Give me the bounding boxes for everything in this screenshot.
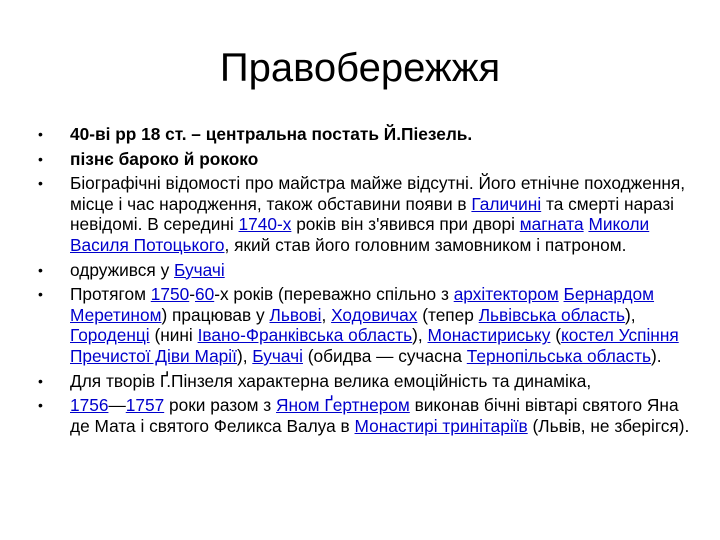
bullet-text: -: [189, 284, 195, 305]
bullet-text: ) працював у: [161, 304, 270, 325]
link-lviv-oblast[interactable]: Львівська область: [478, 304, 626, 325]
bullet-item: [36, 173, 696, 255]
link-1756[interactable]: 1756: [70, 395, 109, 416]
link-trinitarian-monastery[interactable]: Монастирі тринітаріїв: [354, 415, 528, 436]
bullet-text: ),: [412, 325, 428, 346]
link-church-assumption[interactable]: костел Успіння Пречистої Діви Марії: [70, 325, 679, 366]
bullet-item: [36, 371, 696, 392]
link-lviv[interactable]: Львові: [269, 304, 322, 325]
bullet-text: (Львів, не зберігся).: [527, 415, 690, 436]
link-buchach-2[interactable]: Бучачі: [252, 345, 303, 366]
bullet-text: Для творів Ґ.Пінзеля характерна велика емоційність та динаміка,: [70, 370, 592, 391]
bullet-dot-icon: •: [38, 175, 43, 192]
bullet-text: та смерті наразі невідомі. В середині: [70, 193, 674, 235]
slide-title: Правобережжя: [219, 46, 501, 90]
bullet-dot-icon: •: [38, 150, 43, 167]
link-magnate[interactable]: магната: [519, 214, 584, 235]
link-architect[interactable]: архітектором: [453, 284, 559, 305]
bullet-text: пізнє бароко й рококо: [70, 148, 259, 169]
link-monastyrysko[interactable]: Монастириську: [427, 325, 551, 346]
bullet-text: Біографічні відомості про майстра майже відсутні. Його етнічне походження, місце і час народження, також обставини появи в: [70, 173, 686, 214]
bullet-text: (тепер: [417, 304, 479, 325]
bullet-dot-icon: •: [38, 397, 43, 414]
bullet-list: [36, 124, 696, 440]
bullet-text: -х років (переважно спільно з: [214, 284, 454, 305]
bullet-item: [36, 260, 696, 281]
bullet-text: років він з'явився при дворі: [291, 214, 520, 235]
bullet-text: (нині: [149, 325, 198, 346]
link-gertner[interactable]: Яном Ґертнером: [276, 395, 410, 416]
bullet-text: ),: [625, 304, 636, 325]
bullet-item: [36, 395, 696, 436]
link-1757[interactable]: 1757: [125, 395, 165, 416]
link-meretyn[interactable]: Бернардом Меретином: [70, 284, 655, 325]
bullet-item: [36, 284, 696, 366]
bullet-dot-icon: •: [38, 126, 43, 142]
bullet-dot-icon: •: [38, 372, 43, 389]
bullet-text: одружився у: [70, 259, 175, 280]
bullet-text: виконав бічні вівтарі святого Яна де Мата і святого Феликса Валуа в: [70, 395, 679, 436]
link-ternopil-oblast[interactable]: Тернопільська область: [466, 345, 651, 366]
link-galychyna[interactable]: Галичині: [471, 193, 542, 214]
bullet-text: —: [108, 395, 126, 416]
bullet-text: ).: [651, 345, 662, 366]
link-1750[interactable]: 1750: [150, 284, 190, 305]
link-buchach[interactable]: Бучачі: [174, 259, 225, 280]
link-60[interactable]: 60: [194, 284, 215, 305]
bullet-dot-icon: •: [38, 286, 43, 303]
bullet-item: [36, 149, 696, 170]
link-horodenka[interactable]: Городенці: [70, 325, 150, 346]
bullet-text: ),: [236, 345, 253, 366]
bullet-text: (обидва — сучасна: [302, 345, 467, 366]
bullet-text: ,: [321, 304, 332, 325]
bullet-dot-icon: •: [38, 261, 43, 278]
link-if-oblast[interactable]: Івано-Франківська область: [197, 325, 413, 346]
link-potocki[interactable]: Миколи Василя Потоцького: [70, 214, 650, 255]
link-khodovychi[interactable]: Ходовичах: [331, 304, 418, 325]
bullet-item: [36, 124, 696, 145]
bullet-text: Протягом: [70, 284, 151, 305]
bullet-text: роки разом з: [164, 395, 277, 416]
bullet-text: 40-ві рр 18 ст. – центральна постать Й.Піезель.: [70, 124, 473, 144]
bullet-text: , який став його головним замовником і патроном.: [224, 234, 627, 255]
bullet-text: (: [550, 325, 561, 346]
link-1740s[interactable]: 1740-х: [238, 214, 292, 235]
